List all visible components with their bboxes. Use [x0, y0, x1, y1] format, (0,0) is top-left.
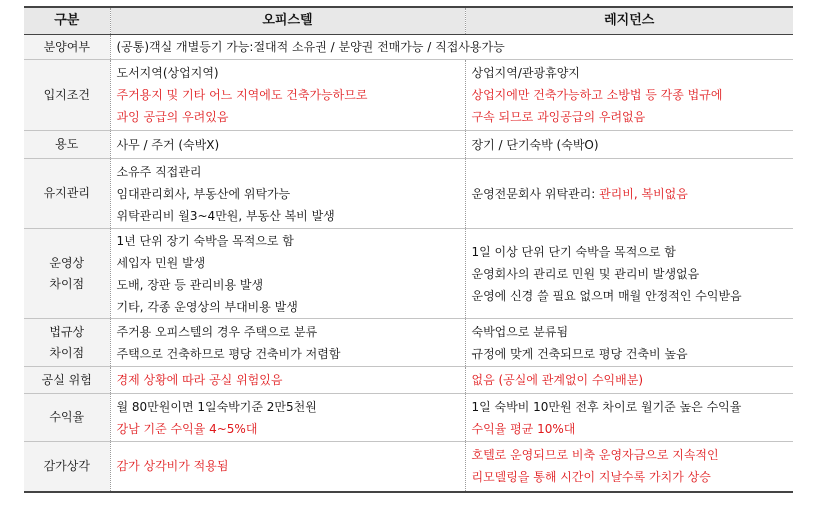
- text-line: 도서지역(상업지역): [116, 66, 219, 80]
- text-line-red: 수익율 평균 10%대: [471, 421, 576, 436]
- row-vacancy: [24, 367, 793, 394]
- label-line: 차이점: [49, 345, 85, 360]
- text-line: 운영에 신경 쓸 필요 없으며 매월 안정적인 수익받음: [471, 288, 742, 303]
- cell-depreciation-officetel: 감가 상각비가 적용됨: [110, 442, 465, 492]
- text-line-red: 주거용지 및 기타 어느 지역에도 건축가능하므로: [116, 88, 368, 102]
- cell-vacancy-officetel: 경제 상황에 따라 공실 위험있음: [110, 367, 465, 394]
- header-row: [24, 7, 793, 35]
- cell-regulation-officetel: [110, 319, 465, 367]
- text-line-red: 리모델링을 통해 시간이 지날수록 가치가 상승: [471, 470, 711, 485]
- header-category: 구분: [24, 7, 110, 35]
- text-line: 규정에 맞게 건축되므로 평당 건축비 높음: [471, 346, 688, 361]
- row-label-yield: 수익율: [24, 394, 110, 442]
- label-line: 법규상: [49, 324, 85, 339]
- cell-sale-common: (공통)객실 개별등기 가능:절대적 소유권 / 분양권 전매가능 / 직접사용가능: [110, 35, 793, 60]
- text-line: 운영회사의 관리로 민원 및 관리비 발생없음: [471, 266, 700, 281]
- text-line-red: 상업지에만 건축가능하고 소방법 등 각종 법규에: [471, 88, 723, 102]
- cell-operation-residence: [465, 229, 793, 319]
- header-officetel: 오피스텔: [110, 7, 465, 35]
- cell-usage-officetel: 사무 / 주거 (숙박X): [110, 131, 465, 159]
- cell-depreciation-residence: [465, 442, 793, 492]
- cell-vacancy-residence: 없음 (공실에 관계없이 수익배분): [465, 367, 793, 394]
- row-operation: [24, 229, 793, 319]
- text-line: 주택으로 건축하므로 평당 건축비가 저렴함: [116, 346, 341, 361]
- cell-yield-officetel: [110, 394, 465, 442]
- row-sale: [24, 35, 793, 60]
- row-label-operation: [24, 229, 110, 319]
- text-red: 관리비, 복비없음: [599, 186, 688, 201]
- text-line: 위탁관리비 월3~4만원, 부동산 복비 발생: [116, 208, 335, 223]
- row-label-sale: 분양여부: [24, 35, 110, 60]
- row-usage: [24, 131, 793, 159]
- row-depreciation: [24, 442, 793, 492]
- text-line: 세입자 민원 발생: [116, 255, 206, 270]
- cell-location-officetel: [110, 60, 465, 131]
- row-maintenance: [24, 159, 793, 229]
- text-line: 도배, 장판 등 관리비용 발생: [116, 277, 264, 292]
- text-line: 주거용 오피스텔의 경우 주택으로 분류: [116, 324, 318, 339]
- text-line: 월 80만원이면 1일숙박기준 2만5천원: [116, 399, 317, 414]
- text-line-red: 과잉 공급의 우려있음: [116, 110, 229, 124]
- text-line-red: 호텔로 운영되므로 비축 운영자금으로 지속적인: [471, 448, 719, 463]
- text-line-red: 구속 되므로 과잉공급의 우려없음: [471, 110, 646, 124]
- header-residence: 레지던스: [465, 7, 793, 35]
- text-line: 기타, 각종 운영상의 부대비용 발생: [116, 299, 298, 314]
- text-line: 1일 숙박비 10만원 전후 차이로 월기준 높은 수익율: [471, 399, 742, 414]
- row-label-location: 입지조건: [24, 60, 110, 131]
- row-yield: [24, 394, 793, 442]
- row-label-maintenance: 유지관리: [24, 159, 110, 229]
- text-line-red: 강남 기준 수익율 4~5%대: [116, 421, 258, 436]
- row-location: [24, 60, 793, 131]
- text-line: 임대관리회사, 부동산에 위탁가능: [116, 186, 291, 201]
- cell-operation-officetel: [110, 229, 465, 319]
- label-line: 운영상: [49, 255, 85, 270]
- text-prefix: 운영전문회사 위탁관리:: [471, 186, 600, 201]
- label-line: 차이점: [49, 276, 85, 291]
- text-line: 숙박업으로 분류됨: [471, 324, 569, 339]
- row-label-depreciation: 감가상각: [24, 442, 110, 492]
- text-line: 1년 단위 장기 숙박을 목적으로 함: [116, 233, 294, 248]
- cell-yield-residence: [465, 394, 793, 442]
- text-line: 상업지역/관광휴양지: [471, 66, 580, 80]
- cell-usage-residence: 장기 / 단기숙박 (숙박O): [465, 131, 793, 159]
- row-label-usage: 용도: [24, 131, 110, 159]
- row-regulation: [24, 319, 793, 367]
- cell-location-residence: [465, 60, 793, 131]
- comparison-table-wrapper: [24, 6, 793, 493]
- cell-maintenance-officetel: [110, 159, 465, 229]
- comparison-table: [24, 6, 793, 493]
- text-line: 소유주 직접관리: [116, 164, 202, 179]
- row-label-vacancy: 공실 위험: [24, 367, 110, 394]
- cell-maintenance-residence: [465, 159, 793, 229]
- text-line: 1일 이상 단위 단기 숙박을 목적으로 함: [471, 244, 676, 259]
- row-label-regulation: [24, 319, 110, 367]
- cell-regulation-residence: [465, 319, 793, 367]
